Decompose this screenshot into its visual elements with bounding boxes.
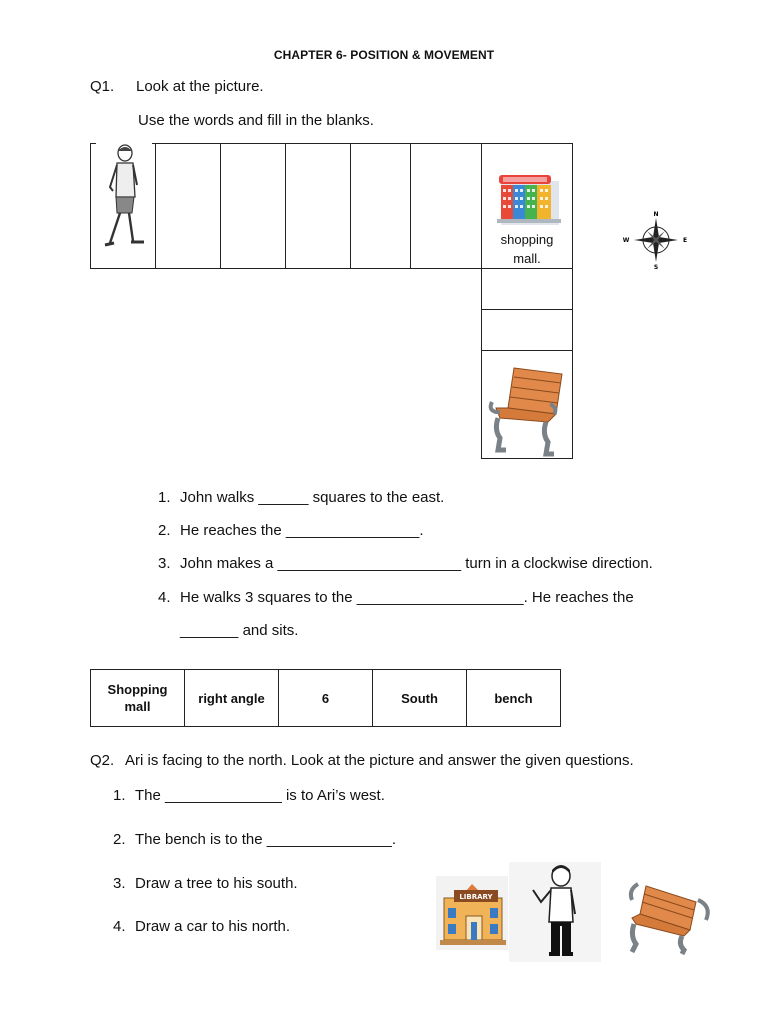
- compass-e: E: [682, 237, 688, 244]
- shopping-mall-icon: [497, 173, 563, 225]
- q2-prompt: Ari is facing to the north. Look at the picture and answer the given questions.: [125, 752, 634, 769]
- q1-item-2: 2. He reaches the ________________.: [158, 522, 424, 539]
- compass-s: S: [653, 264, 659, 271]
- compass-n: N: [653, 211, 659, 218]
- mall-label-line1: shopping: [500, 232, 554, 247]
- q1-item-1: 1. John walks ______ squares to the east.: [158, 489, 445, 506]
- library-icon: [436, 876, 508, 950]
- word-bank-cell: 6: [279, 670, 373, 727]
- q2-item-2: 2. The bench is to the _______________.: [113, 831, 397, 848]
- page-title: CHAPTER 6- POSITION & MOVEMENT: [273, 48, 495, 62]
- bench-icon: [486, 364, 566, 458]
- compass-rose-icon: [620, 208, 692, 272]
- ari-person-icon: [509, 862, 601, 962]
- word-bank-cell: South: [373, 670, 467, 727]
- q2-item-4: 4. Draw a car to his north.: [113, 918, 291, 935]
- mall-label-line2: mall.: [513, 251, 541, 266]
- q1-item-3: 3. John makes a ______________________ turn in a clockwise direction.: [158, 555, 653, 572]
- word-bank-cell: bench: [467, 670, 561, 727]
- compass-w: W: [622, 237, 630, 244]
- john-walking-icon: [96, 143, 152, 253]
- q1-item-4: 4. He walks 3 squares to the ____________________. He reaches the: [158, 589, 634, 606]
- q1-instruction: Use the words and fill in the blanks.: [138, 112, 374, 129]
- library-sign-text: LIBRARY: [459, 893, 493, 901]
- q1-prompt: Look at the picture.: [136, 78, 264, 95]
- bench-q2-icon: [626, 880, 716, 958]
- q2-item-3: 3. Draw a tree to his south.: [113, 875, 298, 892]
- q2-label: Q2.: [90, 752, 115, 769]
- q2-item-1: 1. The ______________ is to Ari’s west.: [113, 787, 385, 804]
- word-bank-table: [90, 669, 561, 727]
- word-bank-cell: Shopping mall: [91, 670, 185, 727]
- word-bank-cell: right angle: [185, 670, 279, 727]
- q1-item-4-continued: _______ and sits.: [180, 622, 299, 639]
- q1-label: Q1.: [90, 78, 115, 95]
